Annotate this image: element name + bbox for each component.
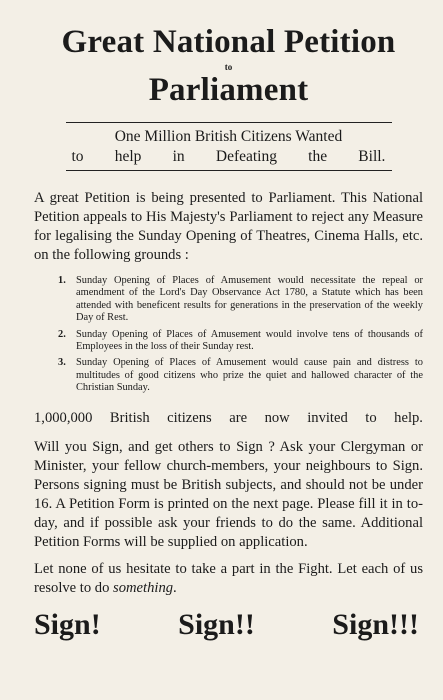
invite-word: to [365, 409, 377, 426]
banner-line-2 [66, 147, 392, 167]
banner [66, 122, 392, 171]
sign-slogan [34, 608, 423, 642]
ground-number: 3. [58, 357, 66, 369]
title-to: to [224, 62, 233, 72]
banner-word: Defeating [215, 148, 277, 165]
invite-word: help. [394, 409, 423, 426]
let-none-paragraph [34, 560, 423, 598]
ground-item [58, 328, 423, 354]
invite-word: invited [307, 409, 348, 426]
let-none-emphasis: something [113, 579, 174, 596]
ground-item [58, 275, 423, 325]
banner-word: the [308, 148, 328, 165]
invite-word: British [109, 409, 150, 426]
let-none-text: Let none of us hesitate to take a part in the Fight. Let each of us resolve to do [34, 560, 423, 596]
banner-word: to [71, 148, 84, 165]
intro-paragraph: A great Petition is being presented to Parliament. This National Petition appeals to His Majesty's Parliament to reject any Measure for legalising the Sunday Opening of Theatres, Cinema Halls, etc. on the following grounds : [34, 190, 423, 263]
ground-text: Sunday Opening of Places of Amusement would cause pain and distress to multitudes of good citizens who prize the quiet and hallowed character of the Christian Sunday. [76, 357, 423, 394]
banner-line-1: One Million British Citizens Wanted [114, 128, 343, 145]
banner-word: help [114, 148, 142, 165]
let-none-end: . [173, 579, 177, 596]
sign-word: Sign!! [178, 607, 255, 641]
invite-word: citizens [167, 409, 212, 426]
ground-number: 2. [58, 328, 66, 340]
invite-line [34, 409, 423, 428]
ground-item [58, 357, 423, 394]
title-line-1: Great National Petition [61, 24, 396, 60]
will-you-sign-paragraph: Will you Sign, and get others to Sign ? Ask your Clergyman or Minister, your fellow church-members, your neighbours to Sign. Persons signing must be British subjects, and should not be under 16. A Petition Form is printed on the next page. Please fill it in to-day, and if possible ask your friends to do the same. Additional Petition Forms will be supplied on application. [34, 438, 423, 550]
invite-word: now [264, 409, 290, 426]
banner-word: Bill. [358, 148, 386, 165]
title-line-2: Parliament [148, 72, 309, 108]
ground-text: Sunday Opening of Places of Amusement would necessitate the repeal or amendment of the Lord's Day Observance Act 1780, a Statute which has been attended with beneficent results for generations in the preservation of the weekly Day of Rest. [76, 275, 423, 324]
grounds-list [34, 275, 423, 395]
sign-word: Sign!!! [332, 607, 419, 641]
invite-word: are [229, 409, 248, 426]
sign-word: Sign! [34, 607, 101, 641]
invite-word: 1,000,000 [34, 409, 93, 426]
ground-number: 1. [58, 275, 66, 286]
banner-word: in [172, 148, 185, 165]
ground-text: Sunday Opening of Places of Amusement would involve tens of thousands of Employees in the loss of their Sunday rest. [76, 328, 423, 353]
